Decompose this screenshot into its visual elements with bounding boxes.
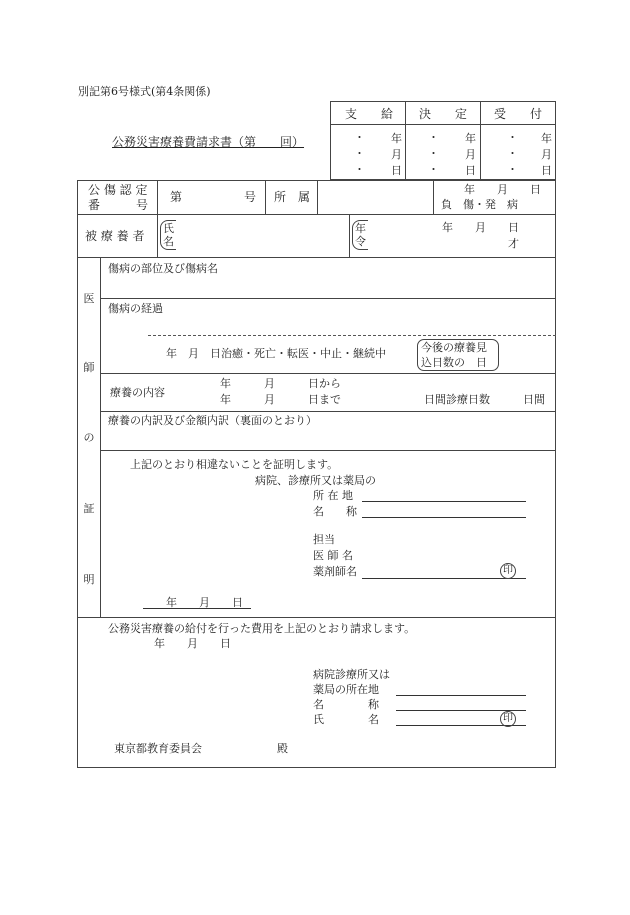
approval-month: 月 (465, 148, 476, 161)
treatment-days: 日間診療日数 日間 (424, 393, 545, 406)
claim-date: 年 月 日 (154, 637, 231, 650)
name-label: 名 称 (313, 505, 357, 518)
yakuzaishi-label: 薬剤師名 (313, 565, 357, 578)
approval-dot: ・ (354, 163, 365, 176)
claim-name-label: 名 称 (313, 698, 379, 711)
nintei-bango-label: 番 号 (88, 198, 149, 212)
approval-month: 月 (541, 148, 552, 161)
form-id: 別記第6号様式(第4条関係) (78, 85, 211, 98)
address-label: 所 在 地 (313, 489, 353, 502)
approval-dot: ・ (507, 163, 518, 176)
approval-year: 年 (391, 132, 402, 145)
certify-text: 上記のとおり相違ないことを証明します。 (130, 458, 339, 471)
doctor-side-label: 医 (83, 292, 95, 305)
approval-year: 年 (465, 132, 476, 145)
fusho-date: 年 月 日 (464, 183, 541, 196)
go-label: 号 (244, 190, 257, 204)
future-days-2: 込日数の 日 (421, 356, 487, 369)
dai-label: 第 (170, 190, 183, 204)
recipient-label: 東京都教育委員会 (114, 742, 202, 755)
approval-day: 日 (465, 164, 476, 177)
treatment-label: 療養の内容 (110, 386, 165, 399)
approval-shikyu: 支 給 (345, 107, 394, 121)
future-days-1: 今後の療養見 (421, 341, 487, 354)
recipient-dono: 殿 (277, 742, 288, 755)
progress-label: 傷病の経過 (108, 302, 163, 315)
approval-dot: ・ (354, 147, 365, 160)
approval-day: 日 (391, 164, 402, 177)
approval-uketsuke: 受 付 (494, 107, 543, 121)
injury-site-label: 傷病の部位及び傷病名 (108, 262, 218, 275)
breakdown-label: 療養の内訳及び金額内訳（裏面のとおり） (108, 414, 317, 427)
claim-seal: 印 (500, 711, 516, 727)
doctor-side-label: 師 (83, 361, 95, 374)
fusho-hatsubyo: 負 傷・発 病 (441, 198, 518, 211)
approval-day: 日 (541, 164, 552, 177)
shimei-label: 氏名 (163, 222, 174, 248)
doctor-side-label: 明 (83, 573, 95, 586)
nintei-bango-label: 公 傷 認 定 (88, 183, 148, 197)
claim-hospital-2: 薬局の所在地 (313, 683, 379, 696)
shozoku-label: 所 属 (274, 190, 311, 204)
doctor-side-label: の (83, 431, 95, 444)
approval-month: 月 (391, 148, 402, 161)
approval-dot: ・ (428, 131, 439, 144)
age-sai: 才 (508, 237, 519, 250)
doctor-seal: 印 (500, 563, 516, 579)
hiryoyosha-label: 被 療 養 者 (85, 229, 145, 243)
approval-dot: ・ (507, 131, 518, 144)
claim-statement: 公務災害療養の給付を行った費用を上記のとおり請求します。 (108, 622, 416, 635)
treatment-to: 年 月 日まで (220, 393, 341, 406)
claim-shimei-label: 氏 名 (313, 713, 379, 726)
approval-dot: ・ (428, 147, 439, 160)
hospital-label: 病院、診療所又は薬局の (255, 474, 376, 487)
doctor-side-label: 証 (83, 502, 95, 515)
approval-kettei: 決 定 (419, 107, 468, 121)
approval-dot: ・ (354, 131, 365, 144)
ishi-label: 医 師 名 (313, 549, 353, 562)
cert-date: 年 月 日 (166, 596, 243, 609)
tanto-label: 担当 (313, 533, 335, 546)
approval-year: 年 (541, 132, 552, 145)
form-title: 公務災害療養費請求書（第 回） (112, 135, 305, 149)
claim-hospital-1: 病院診療所又は (313, 668, 390, 681)
birth-date: 年 月 日 (442, 221, 519, 234)
progress-outcome: 年 月 日治癒・死亡・転医・中止・継続中 (166, 347, 386, 360)
approval-dot: ・ (428, 163, 439, 176)
treatment-from: 年 月 日から (220, 377, 341, 390)
approval-dot: ・ (507, 147, 518, 160)
nenrei-label: 年令 (355, 222, 366, 248)
